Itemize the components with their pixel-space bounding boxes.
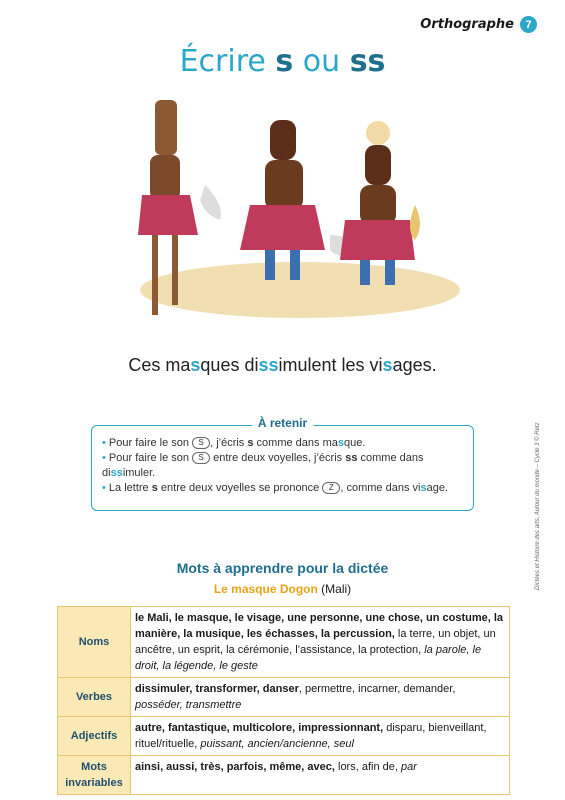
sentence-part: ques di: [200, 355, 259, 375]
vocab-title: Mots à apprendre pour la dictée: [176, 560, 389, 576]
page-header: [420, 16, 537, 33]
table-row: [58, 717, 510, 756]
title-mid: ou: [293, 44, 350, 79]
rule-box: [91, 416, 474, 511]
section-label: Orthographe: [420, 17, 514, 32]
table-row: [58, 678, 510, 717]
words-cell: ainsi, aussi, très, parfois, même, avec, lors, afin de, par: [131, 756, 510, 795]
vocab-subtitle-rest: (Mali): [317, 582, 352, 596]
table-row: [58, 756, 510, 795]
sentence-highlight: s: [190, 355, 201, 375]
page-title: [0, 44, 565, 79]
title-ss: ss: [349, 44, 386, 79]
dogon-masks-illustration: [110, 85, 460, 335]
sound-bubble-icon: S: [192, 437, 210, 449]
sound-bubble-icon: S: [192, 452, 210, 464]
section-number-badge: 7: [520, 16, 537, 33]
words-cell: autre, fantastique, multicolore, impressionnant, disparu, bienveillant, rituel/rituelle, puissant, ancien/ancienne, seul: [131, 717, 510, 756]
category-cell: Mots invariables: [58, 756, 131, 795]
title-prefix: Écrire: [179, 44, 276, 79]
title-s: s: [275, 44, 294, 79]
example-sentence: [0, 355, 565, 376]
table-row: [58, 607, 510, 678]
category-cell: Adjectifs: [58, 717, 131, 756]
sound-bubble-icon: Z: [322, 482, 340, 494]
rule-item: • Pour faire le son S , j’écris s comme dans masque.: [102, 437, 366, 449]
rule-box-title: À retenir: [252, 416, 313, 431]
vocab-table: [57, 606, 510, 795]
copyright-side-note: Dictées et Histoire des arts, Autour du monde – Cycle 3 © Retz: [535, 422, 541, 590]
words-cell: le Mali, le masque, le visage, une personne, une chose, un costume, la manière, la musique, les échasses, la percussion, la terre, un objet, un ancêtre, un esprit, la cérémonie, l’assistance, la protection, la parole, le droit, la légende, le geste: [131, 607, 510, 678]
sentence-highlight: ss: [258, 355, 279, 375]
sentence-part: Ces ma: [128, 355, 191, 375]
dancer-right: [340, 121, 420, 285]
category-cell: Noms: [58, 607, 131, 678]
sentence-highlight: s: [382, 355, 393, 375]
rule-item: • La lettre s entre deux voyelles se prononce Z , comme dans visage.: [102, 482, 448, 494]
vocab-subtitle-bold: Le masque Dogon: [213, 582, 318, 596]
rule-item: • Pour faire le son S entre deux voyelles, j’écris ss comme dans dissimuler.: [102, 452, 424, 479]
category-cell: Verbes: [58, 678, 131, 717]
vocab-subtitle: [0, 582, 565, 596]
words-cell: dissimuler, transformer, danser, permettre, incarner, demander, posséder, transmettre: [131, 678, 510, 717]
sentence-part: imulent les vi: [278, 355, 383, 375]
sentence-part: ages.: [392, 355, 437, 375]
